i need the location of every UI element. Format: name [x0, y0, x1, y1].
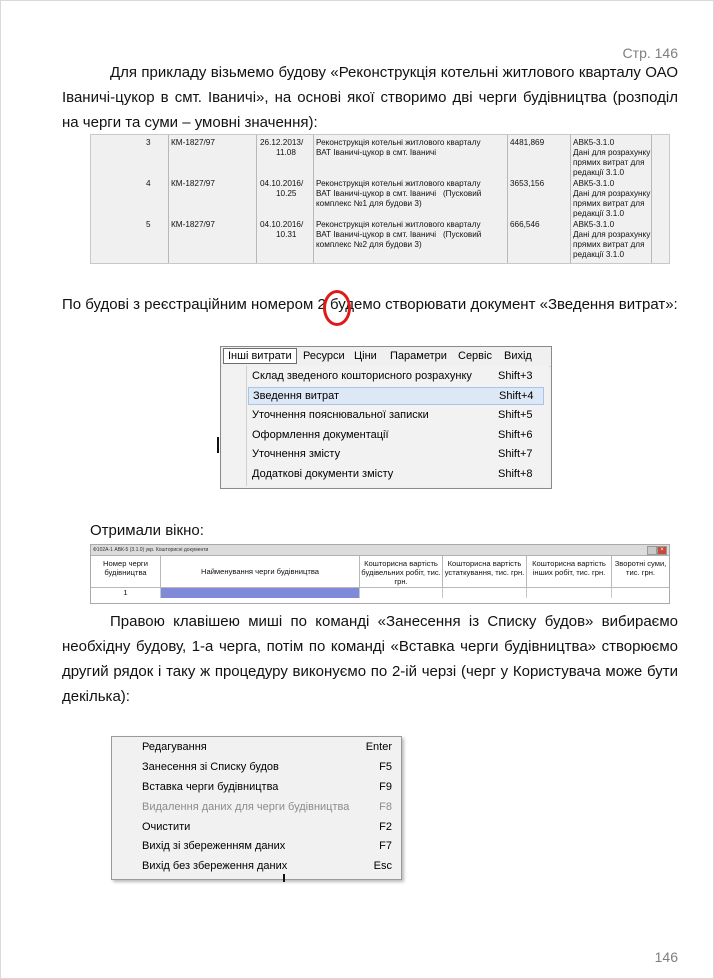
window-titlebar	[91, 545, 669, 556]
context-item-shortcut: Enter	[365, 741, 392, 753]
paragraph-registry-text: По будові з реєстраційним номером 2 будемо створювати документ «Зведення витрат»:	[62, 296, 678, 313]
cell-row-number[interactable]: 1	[91, 588, 161, 598]
header-label: Найменування черги будівництва	[200, 567, 319, 576]
menu-item-label: Зведення витрат	[253, 390, 339, 402]
row-number: 3	[146, 138, 151, 147]
menu-service[interactable]: Сервіс	[458, 350, 492, 362]
menu-item-shortcut: Shift+8	[498, 468, 533, 480]
menu-item-label: Оформлення документації	[252, 429, 389, 441]
col-header-name	[161, 556, 360, 588]
paragraph-intro-text: Для прикладу візьмемо будову «Реконструкція котельні житлового кварталу ОАО Іваничі-цукор в смт. Іваничі», на основі якої створимо дві черги будівництва (розподіл на черги та суми – умовні значення):	[62, 64, 678, 131]
menu-item-label: Уточнення змісту	[252, 448, 341, 460]
row-version: АВК5-3.1.0	[573, 220, 615, 229]
context-item-label: Очистити	[142, 821, 191, 833]
paragraph-instructions	[62, 609, 678, 709]
row-name-line3: комплекс №1 для будови 3)	[316, 199, 422, 208]
row-version: АВК5-3.1.0	[573, 138, 615, 147]
context-menu	[111, 736, 402, 880]
cell-build-cost[interactable]	[360, 588, 443, 598]
col-header-number	[91, 556, 161, 588]
row-version-note3: редакції 3.1.0	[573, 250, 625, 259]
context-item-label: Вихід зі збереженням даних	[142, 840, 286, 852]
context-item-exit-nosave[interactable]	[142, 857, 392, 876]
menu-item-additional-docs[interactable]	[248, 466, 544, 484]
row-code: КМ-1827/97	[171, 138, 215, 147]
row-time: 10.31	[276, 230, 297, 239]
paragraph-instructions-text: Правою клавішею миші по команді «Занесення із Списку будов» вибираємо необхідну будову, 1-а черга, потім по команді «Вставка черги будівництва» створюємо другий рядок і таку ж процедуру виконуємо по 2-ій черзі (черг у Користувача може бути декілька):	[62, 613, 678, 705]
context-item-label: Видалення даних для черги будівництва	[142, 801, 350, 813]
menu-item-contents[interactable]	[248, 446, 544, 464]
context-item-shortcut: F5	[379, 761, 392, 773]
row-name-line1: Реконструкція котельні житлового кварталу	[316, 138, 481, 147]
context-item-insert-queue[interactable]	[142, 778, 392, 797]
header-label: Кошторисна вартість будівельних робіт, тис. грн.	[361, 559, 441, 586]
row-version-note2: прямих витрат для	[573, 240, 645, 249]
row-version-note3: редакції 3.1.0	[573, 209, 625, 218]
col-header-build-cost	[360, 556, 443, 588]
menu-item-label: Уточнення пояснювальної записки	[252, 409, 429, 421]
context-item-add-from-list[interactable]	[142, 758, 392, 777]
other-costs-dropdown	[222, 366, 549, 486]
col-header-equipment-cost	[443, 556, 527, 588]
menu-parameters[interactable]: Параметри	[390, 350, 447, 362]
menu-bar	[221, 347, 551, 367]
context-item-label: Редагування	[142, 741, 207, 753]
row-sum: 4481,869	[510, 138, 545, 147]
paragraph-got-window-text: Отримали вікно:	[90, 522, 204, 539]
header-label: Кошторисна вартість інших робіт, тис. грн.	[532, 559, 606, 577]
construction-list-table	[90, 134, 670, 264]
context-item-label: Вихід без збереження даних	[142, 860, 288, 872]
menu-other-costs[interactable]: Інші витрати	[223, 348, 297, 364]
context-item-edit[interactable]	[142, 738, 392, 757]
row-version-note1: Дані для розрахунку	[573, 148, 651, 157]
menu-item-shortcut: Shift+3	[498, 370, 533, 382]
row-name-line1: Реконструкція котельні житлового кварталу	[316, 220, 481, 229]
row-number: 4	[146, 179, 151, 188]
row-version-note2: прямих витрат для	[573, 158, 645, 167]
row-time: 11.08	[276, 148, 296, 157]
row-version-note1: Дані для розрахунку	[573, 230, 651, 239]
row-sum: 3653,156	[510, 179, 545, 188]
menu-item-shortcut: Shift+6	[498, 429, 533, 441]
row-version-note1: Дані для розрахунку	[573, 189, 651, 198]
cell-other-cost[interactable]	[527, 588, 612, 598]
cell-equipment-cost[interactable]	[443, 588, 527, 598]
context-item-label: Занесення зі Списку будов	[142, 761, 279, 773]
menu-item-cost-summary[interactable]	[248, 387, 544, 405]
cell-row-name-selected[interactable]	[161, 588, 360, 598]
paragraph-registry	[62, 292, 678, 317]
page-header-label: Стр. 146	[622, 45, 678, 61]
header-label: Кошторисна вартість устаткування, тис. грн.	[444, 559, 525, 577]
cursor-mark	[283, 874, 285, 882]
row-name-line3: комплекс №2 для будови 3)	[316, 240, 422, 249]
row-number: 5	[146, 220, 151, 229]
row-version-note3: редакції 3.1.0	[573, 168, 625, 177]
row-date: 26.12.2013/	[260, 138, 304, 147]
menu-item-label: Додаткові документи змісту	[252, 468, 394, 480]
main-menu-screenshot	[220, 346, 552, 489]
context-item-exit-save[interactable]	[142, 837, 392, 856]
row-version-note2: прямих витрат для	[573, 199, 645, 208]
context-item-shortcut: F7	[379, 840, 392, 852]
paragraph-got-window	[90, 518, 706, 543]
context-item-clear[interactable]	[142, 818, 392, 837]
context-item-shortcut: Esc	[373, 860, 392, 872]
menu-item-documentation[interactable]	[248, 427, 544, 445]
row-name-line1: Реконструкція котельні житлового кварталу	[316, 179, 481, 188]
menu-item-shortcut: Shift+4	[499, 390, 534, 402]
cursor-mark	[217, 437, 219, 453]
row-sum: 666,546	[510, 220, 540, 229]
cell-return-sums[interactable]	[612, 588, 669, 598]
row-version: АВК5-3.1.0	[573, 179, 615, 188]
row-name-line2: ВАТ Іваничі-цукор в смт. Іваничі (Пусковий	[316, 230, 482, 239]
menu-prices[interactable]: Ціни	[354, 350, 377, 362]
context-item-shortcut: F8	[379, 801, 392, 813]
context-item-shortcut: F9	[379, 781, 392, 793]
menu-resources[interactable]: Ресурси	[303, 350, 345, 362]
row-name-line2: ВАТ Іваничі-цукор в смт. Іваничі (Пусковий	[316, 189, 482, 198]
menu-item-label: Склад зведеного кошторисного розрахунку	[252, 370, 472, 382]
menu-item-explanatory-note[interactable]	[248, 407, 544, 425]
col-header-return-sums	[612, 556, 669, 588]
page-number: 146	[654, 949, 678, 965]
menu-item-shortcut: Shift+7	[498, 448, 533, 460]
queues-window	[90, 544, 670, 604]
row-date: 04.10.2016/	[260, 179, 304, 188]
header-label: Зворотні суми, тис. грн.	[614, 559, 667, 577]
menu-item-summary-composition[interactable]	[248, 368, 544, 386]
row-time: 10.25	[276, 189, 297, 198]
close-button[interactable]: ×	[657, 546, 667, 555]
header-label: Номер черги будівництва	[103, 559, 148, 577]
row-date: 04.10.2016/	[260, 220, 304, 229]
restore-button[interactable]	[647, 546, 657, 555]
context-item-shortcut: F2	[379, 821, 392, 833]
context-item-label: Вставка черги будівництва	[142, 781, 279, 793]
context-item-delete-queue	[142, 798, 392, 817]
col-header-other-cost	[527, 556, 612, 588]
row-code: КМ-1827/97	[171, 179, 215, 188]
paragraph-intro	[62, 60, 678, 135]
window-title: Ф102А-1 АВК-5 (3.1.0) укр. Кошторисні документи	[93, 547, 209, 553]
row-code: КМ-1827/97	[171, 220, 215, 229]
menu-item-shortcut: Shift+5	[498, 409, 533, 421]
menu-exit[interactable]: Вихід	[504, 350, 532, 362]
row-name-line2: ВАТ Іваничі-цукор в смт. Іваничі	[316, 148, 437, 157]
annotation-circle	[323, 290, 351, 326]
